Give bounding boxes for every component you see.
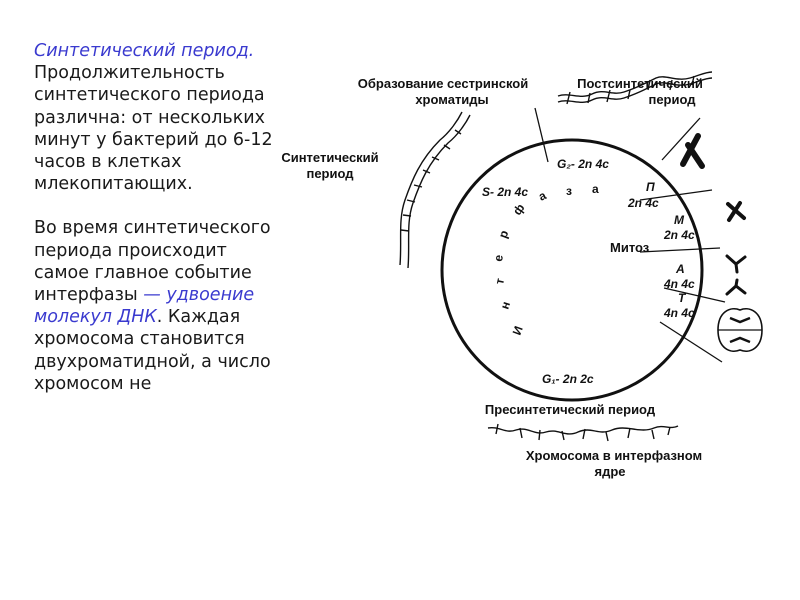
- interphase-chromosome-label: Хромосома в интерфазном: [525, 448, 703, 463]
- chromosome-text: . Каждая хромосома становится двухроматидной, а число хромосом не: [34, 307, 271, 394]
- divider-line: [640, 248, 720, 252]
- duration-text: Продолжительность синтетического периода различна: от нескольких минут у бактерий до 6-12 часов в клетках млекопитающих.: [34, 63, 273, 195]
- synthetic-period-label-2: период: [306, 166, 354, 181]
- anaphase-chromosome-icon: [727, 256, 745, 294]
- interphase-letter: е: [491, 253, 506, 263]
- metaphase-formula: 2n 4c: [664, 228, 695, 242]
- synthetic-period-label: Синтетический: [281, 150, 379, 165]
- prophase-chromosome-icon: [683, 136, 702, 166]
- interphase-letter: н: [497, 299, 514, 311]
- telophase-label: Т: [678, 291, 686, 305]
- telophase-cell-icon: [718, 309, 762, 351]
- divider-line: [535, 108, 548, 162]
- interphase-letter: а: [536, 188, 549, 204]
- dna-doubling-highlight: — удвоение молекул ДНК: [34, 285, 255, 328]
- interphase-letter: р: [495, 228, 512, 241]
- post-synthetic-label: Постсинтетический: [577, 76, 703, 91]
- s-phase-label: S- 2n 4c: [482, 185, 529, 199]
- interphase-letter: ф: [509, 201, 528, 218]
- interphase-letter: а: [592, 182, 599, 196]
- interphase-event-text: Во время синтетического периода происходит самое главное событие интерфазы: [34, 218, 271, 306]
- post-synthetic-label-2: период: [648, 92, 696, 107]
- anaphase-label: А: [676, 262, 685, 276]
- interphase-chromosome-drawing: [488, 424, 678, 441]
- interphase-letter: з: [566, 184, 572, 198]
- sister-chromatid-label-2: хроматиды: [415, 92, 489, 107]
- telophase-formula: 4n 4c: [664, 306, 695, 320]
- anaphase-formula: 4n 4c: [664, 277, 695, 291]
- section-heading: Синтетический период.: [34, 41, 255, 61]
- interphase-chromosome-label-2: ядре: [594, 464, 626, 479]
- sister-chromatid-drawing: [400, 112, 470, 268]
- mitosis-label: Митоз: [610, 240, 650, 255]
- cell-cycle-circle: [442, 140, 702, 400]
- interphase-letter: И: [509, 324, 526, 338]
- prophase-formula: 2n 4c: [628, 196, 659, 210]
- metaphase-label: М: [674, 213, 684, 227]
- presynthetic-period-label: Пресинтетический период: [484, 402, 656, 417]
- prophase-label: П: [646, 180, 655, 194]
- sister-chromatid-label: Образование сестринской: [357, 76, 529, 91]
- g2-label: G₂- 2n 4c: [557, 157, 609, 171]
- metaphase-chromosome-icon: [728, 203, 744, 220]
- g1-label: G₁- 2n 2c: [542, 372, 594, 386]
- interphase-letter: т: [492, 276, 508, 286]
